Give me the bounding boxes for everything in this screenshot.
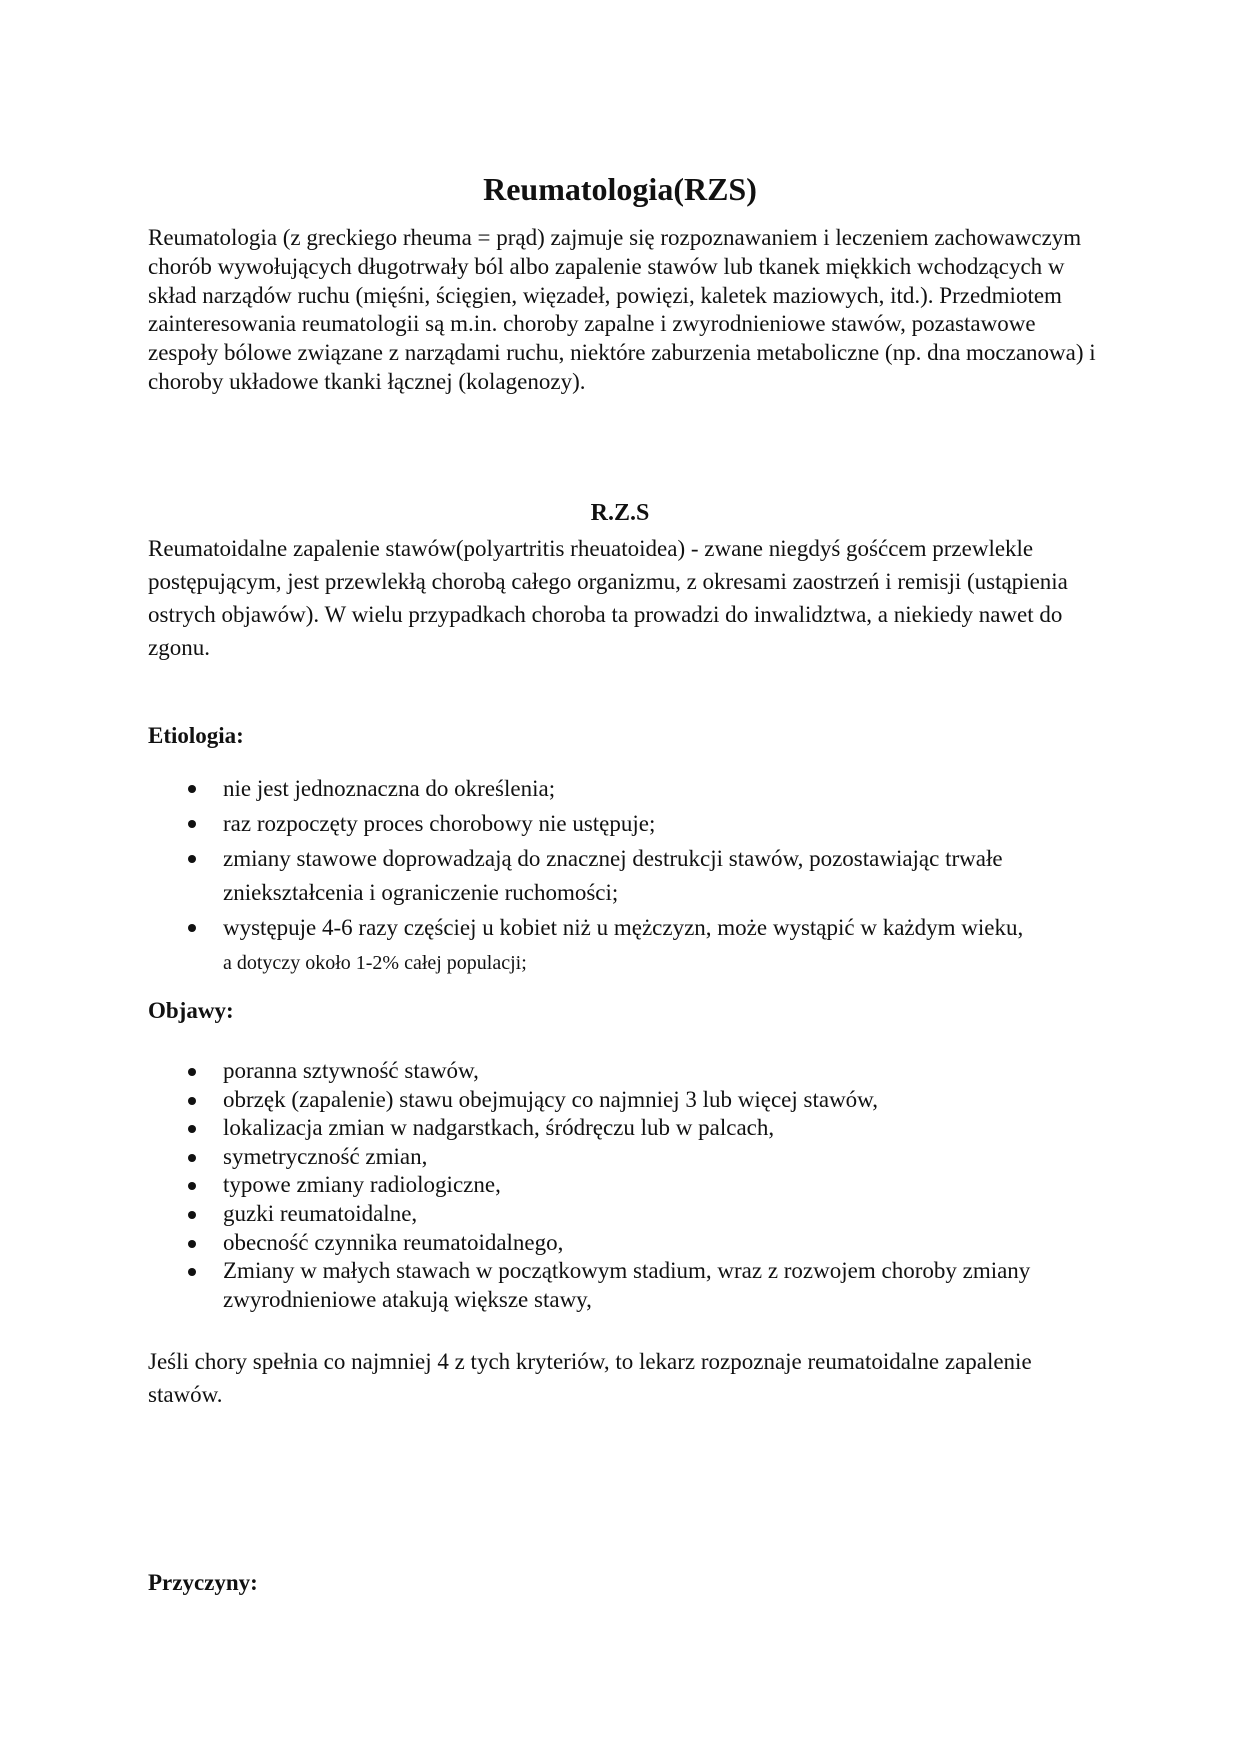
intro-paragraph: Reumatologia (z greckiego rheuma = prąd) zajmuje się rozpoznawaniem i leczeniem zachowawczym chorób wywołujących długotrwały ból albo zapalenie stawów lub tkanek miękkich wchodzących w skład narządów ruchu (mięśni, ścięgien, więzadeł, powięzi, kaletek maziowych, itd.). Przedmiotem zainteresowania reumatologii są m.in. choroby zapalne i zwyrodnieniowe stawów, pozastawowe zespoły bólowe związane z narządami ruchu, niektóre zaburzenia metaboliczne (np. dna moczanowa) i choroby układowe tkanki łącznej (kolagenozy). <box>148 225 1096 394</box>
list-item-text: guzki reumatoidalne, <box>223 1200 418 1226</box>
etiologia-list <box>148 772 1108 981</box>
bullet-icon <box>188 1097 196 1105</box>
bullet-icon <box>188 785 196 793</box>
list-item <box>148 1229 1108 1258</box>
bullet-icon <box>188 924 196 932</box>
list-item-text: lokalizacja zmian w nadgarstkach, śródręczu lub w palcach, <box>223 1115 775 1141</box>
list-item <box>148 1171 1108 1200</box>
bullet-icon <box>188 1068 196 1076</box>
list-item <box>148 1257 1108 1314</box>
objawy-list <box>148 1057 1108 1314</box>
list-item-text: występuje 4-6 razy częściej u kobiet niż u mężczyzn, może wystąpić w każdym wieku, <box>223 915 1024 940</box>
bullet-icon <box>188 820 196 828</box>
bullet-icon <box>188 1211 196 1219</box>
list-item-text: poranna sztywność stawów, <box>223 1058 479 1083</box>
objawy-heading: Objawy: <box>148 998 234 1023</box>
list-item-text-continuation: a dotyczy około 1-2% całej populacji; <box>223 952 527 974</box>
etiologia-heading: Etiologia: <box>148 723 244 748</box>
list-item <box>148 1143 1108 1172</box>
page-title: Reumatologia(RZS) <box>483 171 757 208</box>
list-item-text: Zmiany w małych stawach w początkowym stadium, wraz z rozwojem choroby zmiany zwyrodnieniowe atakują większe stawy, <box>223 1258 1031 1312</box>
list-item-text: obrzęk (zapalenie) stawu obejmujący co najmniej 3 lub więcej stawów, <box>223 1086 879 1112</box>
list-item-text: nie jest jednoznaczna do określenia; <box>223 776 556 801</box>
section-title-rzs: R.Z.S <box>590 499 650 526</box>
list-item <box>148 772 1108 806</box>
list-item-text: raz rozpoczęty proces chorobowy nie ustępuje; <box>223 811 656 836</box>
list-item <box>148 1086 1108 1115</box>
list-item <box>148 911 1108 980</box>
bullet-icon <box>188 1182 196 1190</box>
bullet-icon <box>188 1268 196 1276</box>
list-item-text: obecność czynnika reumatoidalnego, <box>223 1229 564 1255</box>
list-item-text: typowe zmiany radiologiczne, <box>223 1172 501 1198</box>
list-item <box>148 1114 1108 1143</box>
bullet-icon <box>188 1125 196 1133</box>
bullet-icon <box>188 1240 196 1248</box>
list-item <box>148 1057 1108 1086</box>
conclusion-paragraph: Jeśli chory spełnia co najmniej 4 z tych kryteriów, to lekarz rozpoznaje reumatoidalne zapalenie stawów. <box>148 1349 1032 1407</box>
list-item-text: zmiany stawowe doprowadzają do znacznej destrukcji stawów, pozostawiając trwałe zniekształcenia i ograniczenie ruchomości; <box>223 846 1003 905</box>
list-item <box>148 842 1108 910</box>
list-item-text: symetryczność zmian, <box>223 1143 428 1169</box>
list-item <box>148 1200 1108 1229</box>
bullet-icon <box>188 1154 196 1162</box>
bullet-icon <box>188 855 196 863</box>
przyczyny-heading: Przyczyny: <box>148 1570 258 1595</box>
list-item <box>148 807 1108 841</box>
rzs-paragraph: Reumatoidalne zapalenie stawów(polyartritis rheuatoidea) - zwane niegdyś gośćcem przewlekle postępującym, jest przewlekłą chorobą całego organizmu, z okresami zaostrzeń i remisji (ustąpienia ostrych objawów). W wielu przypadkach choroba ta prowadzi do inwalidztwa, a niekiedy nawet do zgonu. <box>148 536 1068 660</box>
